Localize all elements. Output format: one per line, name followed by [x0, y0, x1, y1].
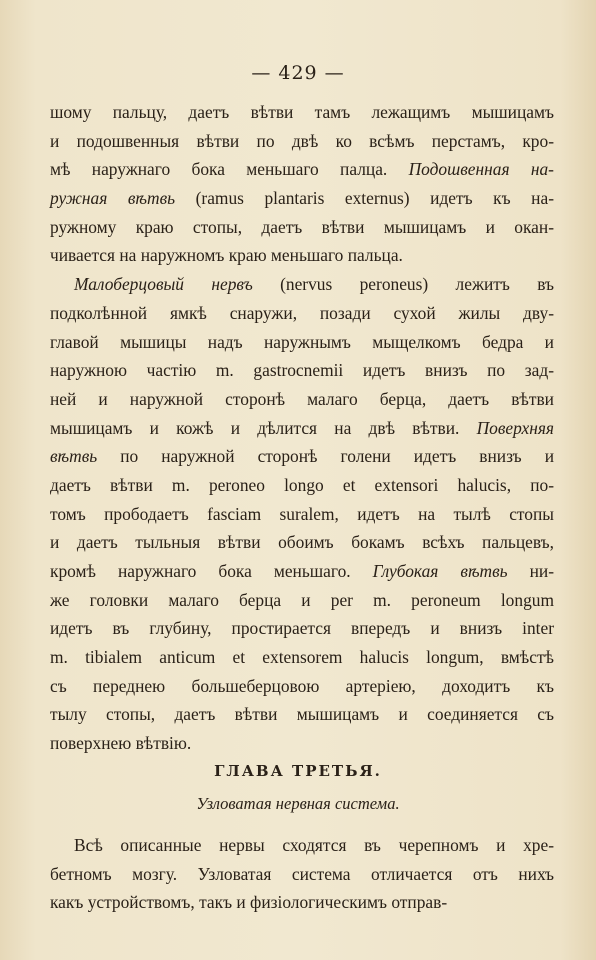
text-line: [50, 98, 554, 127]
text-line: [50, 385, 554, 414]
page-number: — 429 —: [251, 62, 345, 84]
text-line: [50, 328, 554, 357]
text-line: [50, 700, 554, 729]
text-segment: и подошвенныя вѣтви по двѣ ко всѣмъ перстамъ, кро-: [50, 130, 554, 151]
paragraph-3: [50, 831, 554, 917]
text-segment: кромѣ наружнаго бока меньшаго.: [50, 561, 373, 581]
text-line: [50, 614, 554, 643]
italic-term: Глубокая вѣтвь: [372, 561, 508, 581]
text-line: [50, 860, 554, 889]
text-line: [50, 155, 554, 184]
text-line: [50, 528, 554, 557]
text-line: [50, 356, 554, 385]
text-segment: поверхнею вѣтвію.: [50, 733, 192, 754]
text-segment: мышицамъ и кожѣ и дѣлится на двѣ вѣтви.: [50, 417, 477, 438]
text-line: [50, 184, 554, 213]
text-line: [50, 500, 554, 529]
text-segment: ней и наружной сторонѣ малаго берца, даетъ вѣтви: [50, 388, 554, 409]
italic-term: ружная вѣтвь: [50, 188, 176, 209]
italic-term: вѣтвь: [50, 446, 98, 467]
text-segment: шому пальцу, даетъ вѣтви тамъ лежащимъ мышицамъ: [50, 102, 554, 122]
text-segment: бетномъ мозгу. Узловатая система отличается отъ нихъ: [50, 863, 554, 884]
text-segment: (ramus plantaris externus) идетъ къ на-: [175, 188, 554, 209]
text-line: [50, 643, 554, 672]
text-line: [50, 127, 554, 156]
text-segment: главой мышицы надъ наружнымъ мыщелкомъ бедра и: [50, 331, 554, 352]
text-line: [50, 442, 554, 471]
italic-term: Малоберцовый нервъ: [74, 274, 253, 295]
text-line: [50, 241, 554, 270]
chapter-subtitle: Узловатая нервная система.: [196, 794, 400, 813]
text-line: [50, 213, 554, 242]
italic-term: Поверхняя: [476, 417, 554, 438]
text-segment: Всѣ описанные нервы сходятся въ черепномъ и хре-: [74, 835, 554, 855]
text-segment: томъ прободаетъ fasciam suralem, идетъ на тылѣ стопы: [50, 503, 554, 524]
text-segment: мѣ наружнаго бока меньшаго палца.: [50, 159, 409, 180]
text-segment: (nervus peroneus) лежитъ въ: [252, 274, 554, 295]
body-text-lower: [50, 831, 554, 917]
text-line: [50, 270, 554, 299]
text-segment: ни-: [507, 561, 554, 581]
text-segment: какъ устройствомъ, такъ и физіологическимъ отправ-: [50, 892, 448, 913]
text-segment: же головки малаго берца и per m. peroneum longum: [50, 589, 554, 610]
text-segment: ружному краю стопы, даетъ вѣтви мышицамъ и окан-: [50, 216, 554, 237]
text-segment: тылу стопы, даетъ вѣтви мышицамъ и соединяется съ: [50, 704, 554, 725]
text-line: [50, 299, 554, 328]
text-segment: съ переднею большеберцовою артеріею, доходитъ къ: [50, 675, 554, 696]
italic-term: Подошвенная на-: [408, 159, 554, 180]
text-segment: наружною частію m. gastrocnemii идетъ внизъ по зад-: [50, 360, 554, 381]
text-segment: m. tibialem anticum et extensorem halucis longum, вмѣстѣ: [50, 647, 554, 668]
text-line: [50, 557, 554, 586]
text-segment: даетъ вѣтви m. peroneo longo et extensori halucis, по-: [50, 474, 554, 495]
text-line: [50, 672, 554, 701]
text-segment: идетъ въ глубину, простирается впередъ и внизъ inter: [50, 618, 554, 639]
text-segment: по наружной сторонѣ голени идетъ внизъ и: [97, 446, 554, 467]
paragraph-2: [50, 270, 554, 758]
text-segment: чивается на наружномъ краю меньшаго пальца.: [50, 245, 403, 266]
text-line: [50, 831, 554, 860]
text-segment: и даетъ тыльныя вѣтви обоимъ бокамъ всѣхъ пальцевъ,: [50, 532, 554, 553]
chapter-heading: ГЛАВА ТРЕТЬЯ.: [214, 762, 382, 780]
text-line: [50, 586, 554, 615]
text-line: [50, 729, 554, 758]
body-text-upper: [50, 98, 554, 758]
text-segment: подколѣнной ямкѣ снаружи, позади сухой жилы дву-: [50, 302, 554, 323]
text-line: [50, 471, 554, 500]
text-line: [50, 888, 554, 917]
paragraph-1: [50, 98, 554, 270]
text-line: [50, 414, 554, 443]
